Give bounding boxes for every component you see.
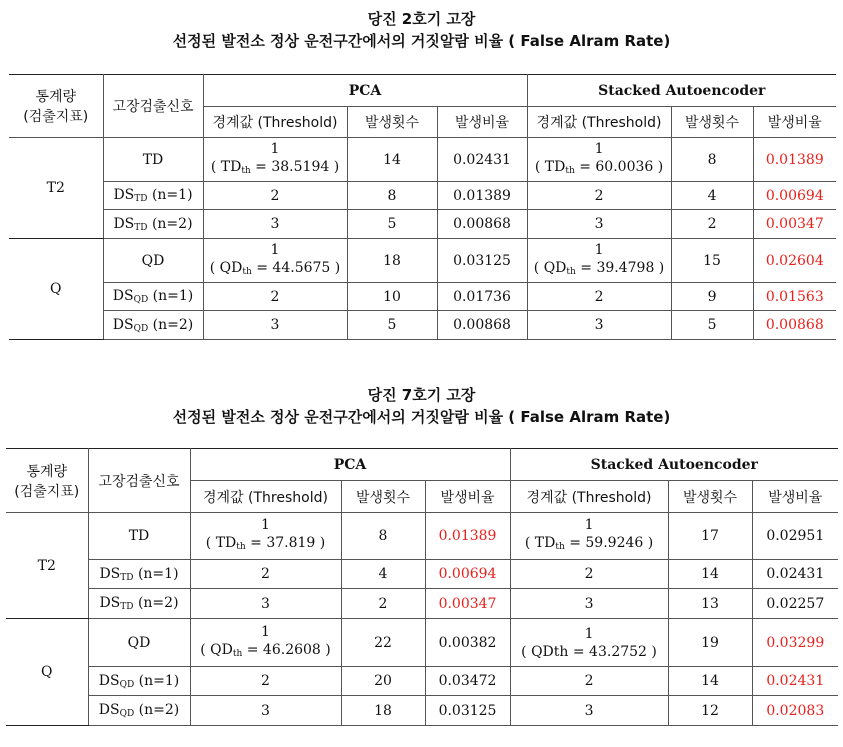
sae-ratio-header: 발생비율 (753, 107, 836, 138)
count-cell: 8 (341, 513, 425, 560)
group-label: T2 (9, 138, 103, 239)
signal-header: 고장검출신호 (103, 75, 203, 138)
sae-header: Stacked Autoencoder (527, 75, 836, 107)
ratio-cell-highlight: 0.00347 (753, 210, 836, 239)
count-cell: 14 (347, 138, 437, 182)
threshold-cell: 1 ( $TD_{th} = 38.5194$ ) (203, 138, 347, 182)
threshold-cell: 3 (510, 696, 668, 726)
count-cell: 14 (668, 667, 752, 696)
sae-threshold-header: 경계값 (Threshold) (527, 107, 671, 138)
sae-threshold-header: 경계값 (Threshold) (510, 481, 668, 513)
ratio-cell-highlight: 0.02083 (752, 696, 838, 726)
count-cell: 2 (341, 589, 425, 619)
ratio-cell: 0.00382 (425, 619, 510, 667)
signal-cell: $DS_{QD}$ (n=2) (103, 311, 203, 340)
ratio-cell: 0.03472 (425, 667, 510, 696)
threshold-cell: 1 ( $TD_{th} = 37.819$ ) (190, 513, 341, 560)
table1-title-line2: 선정된 발전소 정상 운전구간에서의 거짓알람 비율 ( False Alram Rate) (172, 32, 671, 50)
sae-count-header: 발생횟수 (668, 481, 752, 513)
ratio-cell: 0.01389 (437, 182, 527, 210)
ratio-cell-highlight: 0.00868 (753, 311, 836, 340)
count-cell: 8 (347, 182, 437, 210)
count-cell: 22 (341, 619, 425, 667)
pca-header: PCA (203, 75, 527, 107)
ratio-cell-highlight: 0.01563 (753, 283, 836, 311)
count-cell: 18 (341, 696, 425, 726)
signal-cell: $DS_{QD}$ (n=1) (88, 667, 190, 696)
threshold-cell: 1 ( $QD_{th} = 46.2608$ ) (190, 619, 341, 667)
threshold-cell: 3 (203, 311, 347, 340)
ratio-cell: 0.00868 (437, 311, 527, 340)
count-cell: 10 (347, 283, 437, 311)
threshold-cell: 2 (510, 667, 668, 696)
signal-cell: $DS_{QD}$ (n=2) (88, 696, 190, 726)
group-label: Q (6, 619, 88, 726)
threshold-cell: 2 (190, 560, 341, 589)
ratio-cell: 0.03125 (425, 696, 510, 726)
ratio-cell: 0.00868 (437, 210, 527, 239)
threshold-cell: 1 ( $TD_{th} = 59.9246$ ) (510, 513, 668, 560)
count-cell: 9 (671, 283, 753, 311)
sae-header: Stacked Autoencoder (510, 449, 838, 481)
threshold-cell: 3 (203, 210, 347, 239)
ratio-cell: 0.02431 (437, 138, 527, 182)
group-label: Q (9, 239, 103, 340)
count-cell: 8 (671, 138, 753, 182)
threshold-cell: 2 (527, 283, 671, 311)
table2 (6, 448, 838, 726)
pca-header: PCA (190, 449, 510, 481)
count-cell: 15 (671, 239, 753, 283)
count-cell: 19 (668, 619, 752, 667)
threshold-cell: 2 (203, 283, 347, 311)
signal-cell: $DS_{TD}$ (n=1) (103, 182, 203, 210)
count-cell: 17 (668, 513, 752, 560)
ratio-cell-highlight: 0.02431 (752, 667, 838, 696)
pca-ratio-header: 발생비율 (425, 481, 510, 513)
threshold-cell: 2 (527, 182, 671, 210)
threshold-cell: 2 (190, 667, 341, 696)
count-cell: 20 (341, 667, 425, 696)
threshold-cell: 1 ( $TD_{th} = 60.0036$ ) (527, 138, 671, 182)
stat-header: 통계량 (검출지표) (6, 449, 88, 513)
threshold-cell: 3 (190, 696, 341, 726)
signal-cell: QD (88, 619, 190, 667)
table2-title-line2: 선정된 발전소 정상 운전구간에서의 거짓알람 비율 ( False Alram Rate) (172, 408, 671, 426)
ratio-cell: 0.02951 (752, 513, 838, 560)
signal-cell: $DS_{TD}$ (n=1) (88, 560, 190, 589)
threshold-cell: 3 (527, 210, 671, 239)
pca-ratio-header: 발생비율 (437, 107, 527, 138)
signal-header: 고장검출신호 (88, 449, 190, 513)
count-cell: 13 (668, 589, 752, 619)
threshold-cell: 2 (510, 560, 668, 589)
stat-header: 통계량 (검출지표) (9, 75, 103, 138)
count-cell: 12 (668, 696, 752, 726)
ratio-cell-highlight: 0.00694 (425, 560, 510, 589)
ratio-cell: 0.03125 (437, 239, 527, 283)
ratio-cell: 0.01736 (437, 283, 527, 311)
table1-title-line1: 당진 2호기 고장 (367, 10, 476, 28)
pca-count-header: 발생횟수 (347, 107, 437, 138)
threshold-cell: 1 ( $QD_{th} = 44.5675$ ) (203, 239, 347, 283)
sae-count-header: 발생횟수 (671, 107, 753, 138)
ratio-cell: 0.02431 (752, 560, 838, 589)
group-label: T2 (6, 513, 88, 619)
count-cell: 18 (347, 239, 437, 283)
pca-threshold-header: 경계값 (Threshold) (190, 481, 341, 513)
signal-cell: $DS_{TD}$ (n=2) (88, 589, 190, 619)
signal-cell: $DS_{TD}$ (n=2) (103, 210, 203, 239)
threshold-cell: 3 (510, 589, 668, 619)
count-cell: 14 (668, 560, 752, 589)
ratio-cell-highlight: 0.00694 (753, 182, 836, 210)
threshold-cell: 3 (190, 589, 341, 619)
count-cell: 5 (671, 311, 753, 340)
signal-cell: TD (88, 513, 190, 560)
count-cell: 2 (671, 210, 753, 239)
count-cell: 5 (347, 311, 437, 340)
ratio-cell: 0.02257 (752, 589, 838, 619)
signal-cell: QD (103, 239, 203, 283)
ratio-cell-highlight: 0.02604 (753, 239, 836, 283)
ratio-cell-highlight: 0.01389 (753, 138, 836, 182)
threshold-cell: 1 ( $QD_{th} = 39.4798$ ) (527, 239, 671, 283)
table2-title (0, 384, 843, 428)
count-cell: 4 (671, 182, 753, 210)
threshold-cell: 2 (203, 182, 347, 210)
threshold-cell: 3 (527, 311, 671, 340)
signal-cell: $DS_{QD}$ (n=1) (103, 283, 203, 311)
pca-threshold-header: 경계값 (Threshold) (203, 107, 347, 138)
ratio-cell-highlight: 0.03299 (752, 619, 838, 667)
ratio-cell-highlight: 0.01389 (425, 513, 510, 560)
signal-cell: TD (103, 138, 203, 182)
ratio-cell-highlight: 0.00347 (425, 589, 510, 619)
sae-ratio-header: 발생비율 (752, 481, 838, 513)
table2-title-line1: 당진 7호기 고장 (367, 386, 476, 404)
count-cell: 4 (341, 560, 425, 589)
table1-title (0, 8, 843, 52)
threshold-cell: 1 ( QDth = 43.2752 ) (510, 619, 668, 667)
count-cell: 5 (347, 210, 437, 239)
pca-count-header: 발생횟수 (341, 481, 425, 513)
table1 (9, 74, 836, 340)
